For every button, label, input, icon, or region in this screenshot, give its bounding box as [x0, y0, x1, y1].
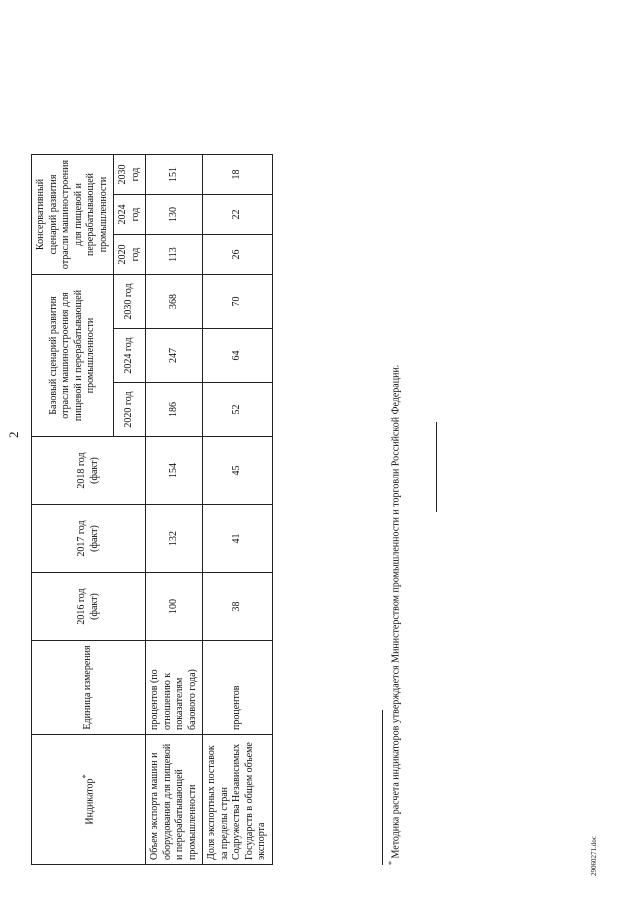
header-row-1 [32, 155, 114, 865]
header-base-scenario: Базовый сценарий развития отрасли машиностроения для пищевой и перерабатывающей промышленности [32, 275, 114, 437]
value-2016: 38 [203, 573, 273, 641]
footnote-text: Методика расчета индикаторов утверждается Министерством промышленности и торговли Российской Федерации. [390, 364, 402, 861]
footnote-mark: * [387, 861, 396, 865]
doc-id: 29060271.doc [590, 836, 598, 876]
value-cons-2030: 18 [203, 155, 273, 195]
value-2018: 154 [146, 437, 203, 505]
header-2017: 2017 год (факт) [32, 505, 146, 573]
value-2016: 100 [146, 573, 203, 641]
header-unit: Единица измерения [32, 641, 146, 735]
value-base-2030: 368 [146, 275, 203, 329]
value-base-2024: 247 [146, 329, 203, 383]
header-conservative-scenario: Консервативный сценарий развития отрасли машиностроения для пищевой и перерабатывающей промышленности [32, 155, 114, 275]
value-cons-2020: 113 [146, 235, 203, 275]
indicators-table [31, 154, 273, 865]
value-cons-2024: 130 [146, 195, 203, 235]
value-base-2024: 64 [203, 329, 273, 383]
value-cons-2024: 22 [203, 195, 273, 235]
value-base-2020: 186 [146, 383, 203, 437]
header-cons-2020: 2020 год [114, 235, 146, 275]
value-base-2030: 70 [203, 275, 273, 329]
value-cons-2020: 26 [203, 235, 273, 275]
indicator-cell: Объем экспорта машин и оборудования для пищевой и перерабатывающей промышленности [146, 735, 203, 865]
value-2017: 41 [203, 505, 273, 573]
header-indicator: Индикатор* [32, 735, 146, 865]
indicator-footnote-mark: * [80, 774, 90, 779]
value-2018: 45 [203, 437, 273, 505]
header-base-2024: 2024 год [114, 329, 146, 383]
header-base-2030: 2030 год [114, 275, 146, 329]
footnote [387, 365, 401, 865]
end-separator-line [436, 422, 437, 512]
footnote-divider [382, 710, 383, 865]
value-2017: 132 [146, 505, 203, 573]
header-2018: 2018 год (факт) [32, 437, 146, 505]
rotated-page [0, 10, 600, 890]
table-row [203, 155, 273, 865]
header-base-2020: 2020 год [114, 383, 146, 437]
header-cons-2030: 2030 год [114, 155, 146, 195]
value-base-2020: 52 [203, 383, 273, 437]
unit-cell: процентов [203, 641, 273, 735]
table-row [146, 155, 203, 865]
header-2016: 2016 год (факт) [32, 573, 146, 641]
unit-cell: процентов (по отношению к показателям базового года) [146, 641, 203, 735]
value-cons-2030: 151 [146, 155, 203, 195]
header-cons-2024: 2024 год [114, 195, 146, 235]
indicator-cell: Доля экспортных поставок за пределы стран Содружества Независимых Государств в общем объеме экспорта [203, 735, 273, 865]
page-number: 2 [6, 431, 21, 438]
